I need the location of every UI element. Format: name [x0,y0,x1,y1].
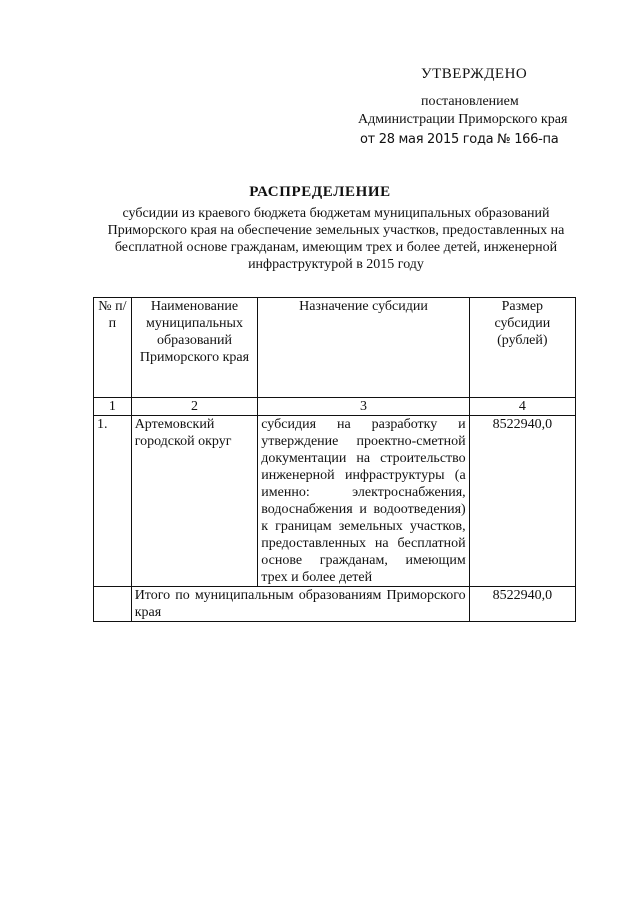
total-number-cell [94,587,132,622]
header-amount: Размер субсидии (рублей) [469,298,575,398]
header-number: № п/п [94,298,132,398]
header-municipality: Наименование муниципальных образований Приморского края [131,298,258,398]
approval-line-resolution: постановлением [421,94,519,109]
table-header-row [94,298,576,398]
row-number: 1. [94,416,132,587]
column-number: 4 [469,398,575,416]
approval-line-administration: Администрации Приморского края [358,112,568,127]
document-title: РАСПРЕДЕЛЕНИЕ [249,184,391,200]
row-amount: 8522940,0 [469,416,575,587]
column-number: 1 [94,398,132,416]
column-number: 2 [131,398,258,416]
column-number-row [94,398,576,416]
row-municipality: Артемовский городской округ [131,416,258,587]
row-purpose: субсидия на разработку и утверждение проектно-сметной документации на строительство инженерной инфраструктуры (а именно: электроснабжения, водоснабжения и водоотведения) к границам земельных участков, предоставленных на бесплатной основе гражданам, имеющим трех и более детей [258,416,469,587]
column-number: 3 [258,398,469,416]
total-row [94,587,576,622]
total-amount: 8522940,0 [469,587,575,622]
header-purpose: Назначение субсидии [258,298,469,398]
approval-line-date-number: от 28 мая 2015 года № 166-па [360,132,559,147]
total-label: Итого по муниципальным образованиям Приморского края [131,587,469,622]
table-row [94,416,576,587]
approval-title: УТВЕРЖДЕНО [421,66,528,82]
document-subtitle: субсидии из краевого бюджета бюджетам муниципальных образований Приморского края на обеспечение земельных участков, предоставленных на бесплатной основе гражданам, имеющим трех и более детей, инженерной инфраструктурой в 2015 году [107,206,565,272]
subsidy-table [93,297,576,622]
